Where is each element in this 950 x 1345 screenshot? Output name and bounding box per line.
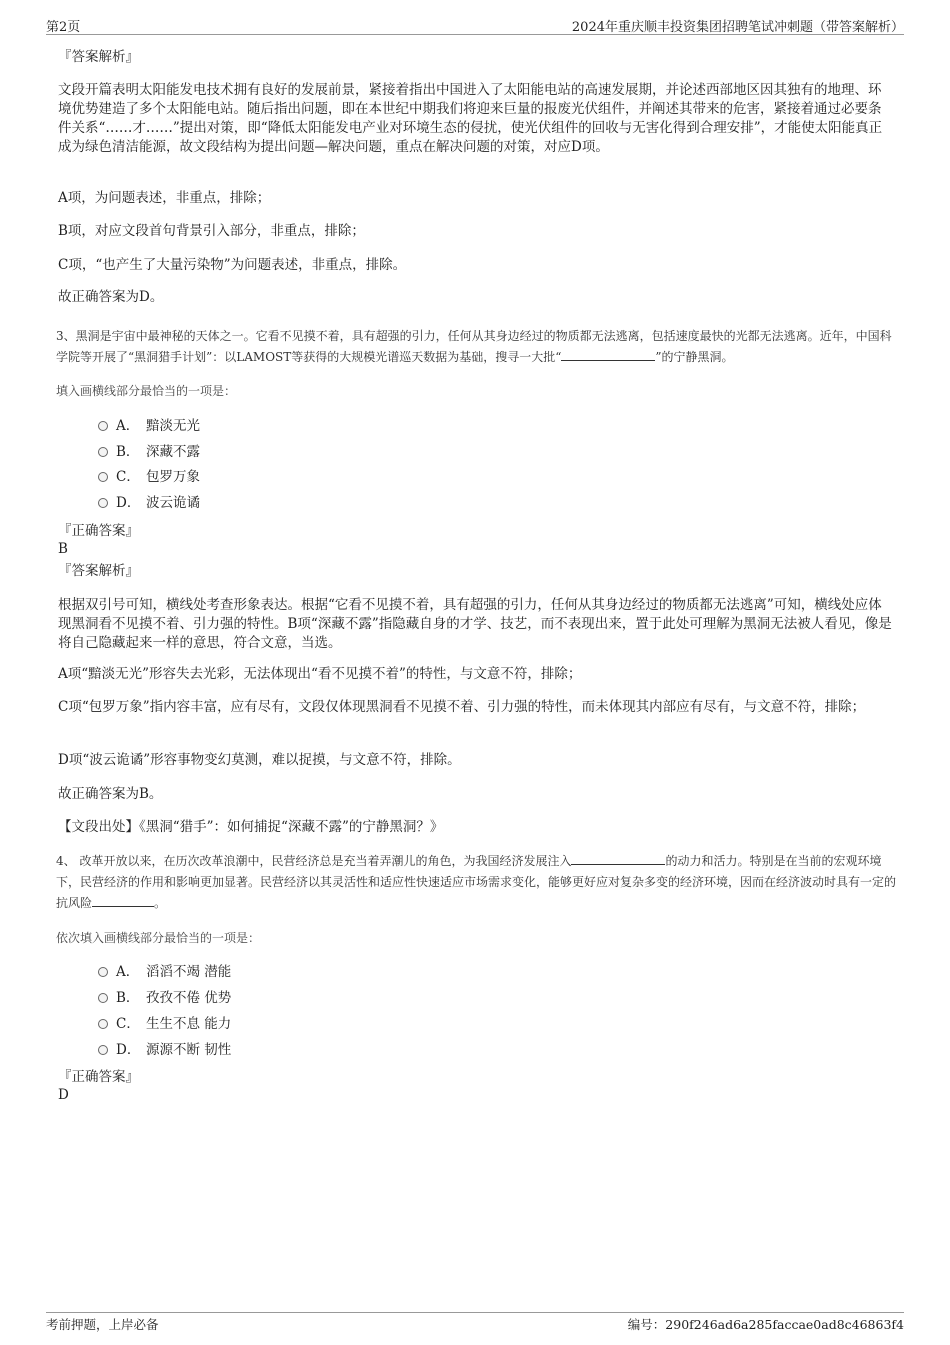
q3-option-a-note: A项“黯淡无光”形容失去光彩，无法体现出“看不见摸不着”的特性，与文意不符，排除； — [58, 666, 582, 682]
q4-answer-label: 『正确答案』 — [58, 1069, 139, 1085]
footer-slogan: 考前押题，上岸必备 — [46, 1317, 159, 1332]
s1-analysis-paragraph: 文段开篇表明太阳能发电技术拥有良好的发展前景，紧接着指出中国进入了太阳能电站的高速发展期，并论述西部地区因其独有的地理、环境优势建造了多个太阳能电站。随后指出问题，即在本世纪中期我们将迎来巨量的报废光伏组件，并阐述其带来的危害，紧接着通过必要条件关系“……才……”提出对策，即“降低太阳能发电产业对环境生态的侵扰，使光伏组件的回收与无害化得到合理安排”，才能使太阳能真正成为绿色清洁能源，故文段结构为提出问题—解决问题，重点在解决问题的对策，对应D项。 — [58, 82, 883, 155]
option-key: C． — [116, 469, 140, 485]
option-text: 波云诡谲 — [146, 495, 200, 511]
option-text: 黯淡无光 — [146, 418, 200, 434]
q3-instruction: 填入画横线部分最恰当的一项是： — [56, 384, 237, 398]
q3-stem-text-2: ”的宁静黑洞。 — [655, 350, 734, 364]
radio-icon[interactable] — [98, 1019, 108, 1029]
s1-conclusion: 故正确答案为D。 — [58, 289, 164, 305]
option-key: C． — [116, 1016, 140, 1032]
q4-stem — [56, 851, 896, 914]
q3-option-c[interactable] — [98, 468, 200, 486]
q4-blank-1 — [571, 852, 665, 865]
s1-option-b-note: B项，对应文段首句背景引入部分，非重点，排除； — [58, 223, 365, 239]
radio-icon[interactable] — [98, 447, 108, 457]
q3-analysis-paragraph: 根据双引号可知，横线处考查形象表达。根据“它看不见摸不着，具有超强的引力，任何从其身边经过的物质都无法逃离”可知，横线处应体现黑洞看不见摸不着、引力强的特性。B项“深藏不露”指隐藏自身的才学、技艺，而不表现出来，置于此处可理解为黑洞无法被人看见，像是将自己隐藏起来一样的意思，符合文意，当选。 — [58, 597, 892, 651]
q3-option-d-note: D项“波云诡谲”形容事物变幻莫测，难以捉摸，与文意不符，排除。 — [58, 752, 461, 768]
q4-option-a[interactable] — [98, 963, 231, 981]
page-footer — [46, 1312, 904, 1332]
q4-option-c[interactable] — [98, 1015, 231, 1033]
q3-blank — [561, 348, 655, 361]
option-key: D． — [116, 495, 141, 511]
option-text: 包罗万象 — [146, 469, 200, 485]
radio-icon[interactable] — [98, 1045, 108, 1055]
radio-icon[interactable] — [98, 498, 108, 508]
q4-answer: D — [58, 1087, 69, 1103]
q4-option-d[interactable] — [98, 1041, 231, 1059]
q4-stem-text-2: 的动力和活力。特别是在当前的宏观环境下，民营经济的作用和影响更加显著。民营经济以其灵活性和适应性快速适应市场需求变化，能够更好应对复杂多变的经济环境，因而在经济波动时具有一定的抗风险 — [56, 854, 897, 910]
q4-option-b[interactable] — [98, 989, 231, 1007]
option-key: B． — [116, 990, 140, 1006]
radio-icon[interactable] — [98, 993, 108, 1003]
q3-answer: B — [58, 541, 68, 557]
s1-option-a-note: A项，为问题表述，非重点，排除； — [58, 190, 271, 206]
q4-blank-2 — [92, 894, 154, 907]
q3-option-a[interactable] — [98, 417, 200, 435]
document-title: 2024年重庆顺丰投资集团招聘笔试冲刺题（带答案解析） — [571, 20, 904, 35]
option-key: A． — [116, 418, 140, 434]
radio-icon[interactable] — [98, 967, 108, 977]
q3-conclusion: 故正确答案为B。 — [58, 786, 163, 802]
s1-analysis-label: 『答案解析』 — [58, 49, 139, 65]
q3-source: 【文段出处】《黑洞“猎手”：如何捕捉“深藏不露”的宁静黑洞？》 — [58, 819, 444, 835]
q4-stem-text-1: 4、 改革开放以来，在历次改革浪潮中，民营经济总是充当着弄潮儿的角色，为我国经济发展注入 — [56, 854, 572, 868]
s1-option-c-note: C项，“也产生了大量污染物”为问题表述，非重点，排除。 — [58, 257, 407, 273]
q3-stem-text-1: 3、黑洞是宇宙中最神秘的天体之一。它看不见摸不着，具有超强的引力，任何从其身边经过的物质都无法逃离，包括速度最快的光都无法逃离。近年，中国科学院等开展了“黑洞猎手计划”：以LAMOST等获得的大规模光谱巡天数据为基础，搜寻一大批“ — [56, 329, 892, 364]
footer-serial: 编号：290f246ad6a285faccae0ad8c46863f4 — [627, 1317, 904, 1332]
page-number: 第2页 — [46, 20, 81, 35]
option-text: 源源不断 韧性 — [146, 1042, 232, 1058]
option-key: B． — [116, 444, 140, 460]
q3-option-d[interactable] — [98, 494, 200, 512]
q3-answer-label: 『正确答案』 — [58, 523, 139, 539]
option-text: 生生不息 能力 — [146, 1016, 232, 1032]
q3-option-b[interactable] — [98, 443, 200, 461]
radio-icon[interactable] — [98, 421, 108, 431]
option-key: A． — [116, 964, 140, 980]
radio-icon[interactable] — [98, 472, 108, 482]
q4-instruction: 依次填入画横线部分最恰当的一项是： — [56, 931, 261, 945]
page-header — [46, 14, 904, 35]
q3-analysis-label: 『答案解析』 — [58, 563, 139, 579]
option-key: D． — [116, 1042, 141, 1058]
option-text: 深藏不露 — [146, 444, 200, 460]
q3-stem — [56, 326, 896, 368]
option-text: 孜孜不倦 优势 — [146, 990, 232, 1006]
q3-option-c-note: C项“包罗万象”指内容丰富，应有尽有，文段仅体现黑洞看不见摸不着、引力强的特性，而未体现其内部应有尽有，与文意不符，排除； — [58, 699, 866, 715]
q4-stem-text-3: 。 — [154, 896, 167, 910]
option-text: 滔滔不竭 潜能 — [146, 964, 232, 980]
